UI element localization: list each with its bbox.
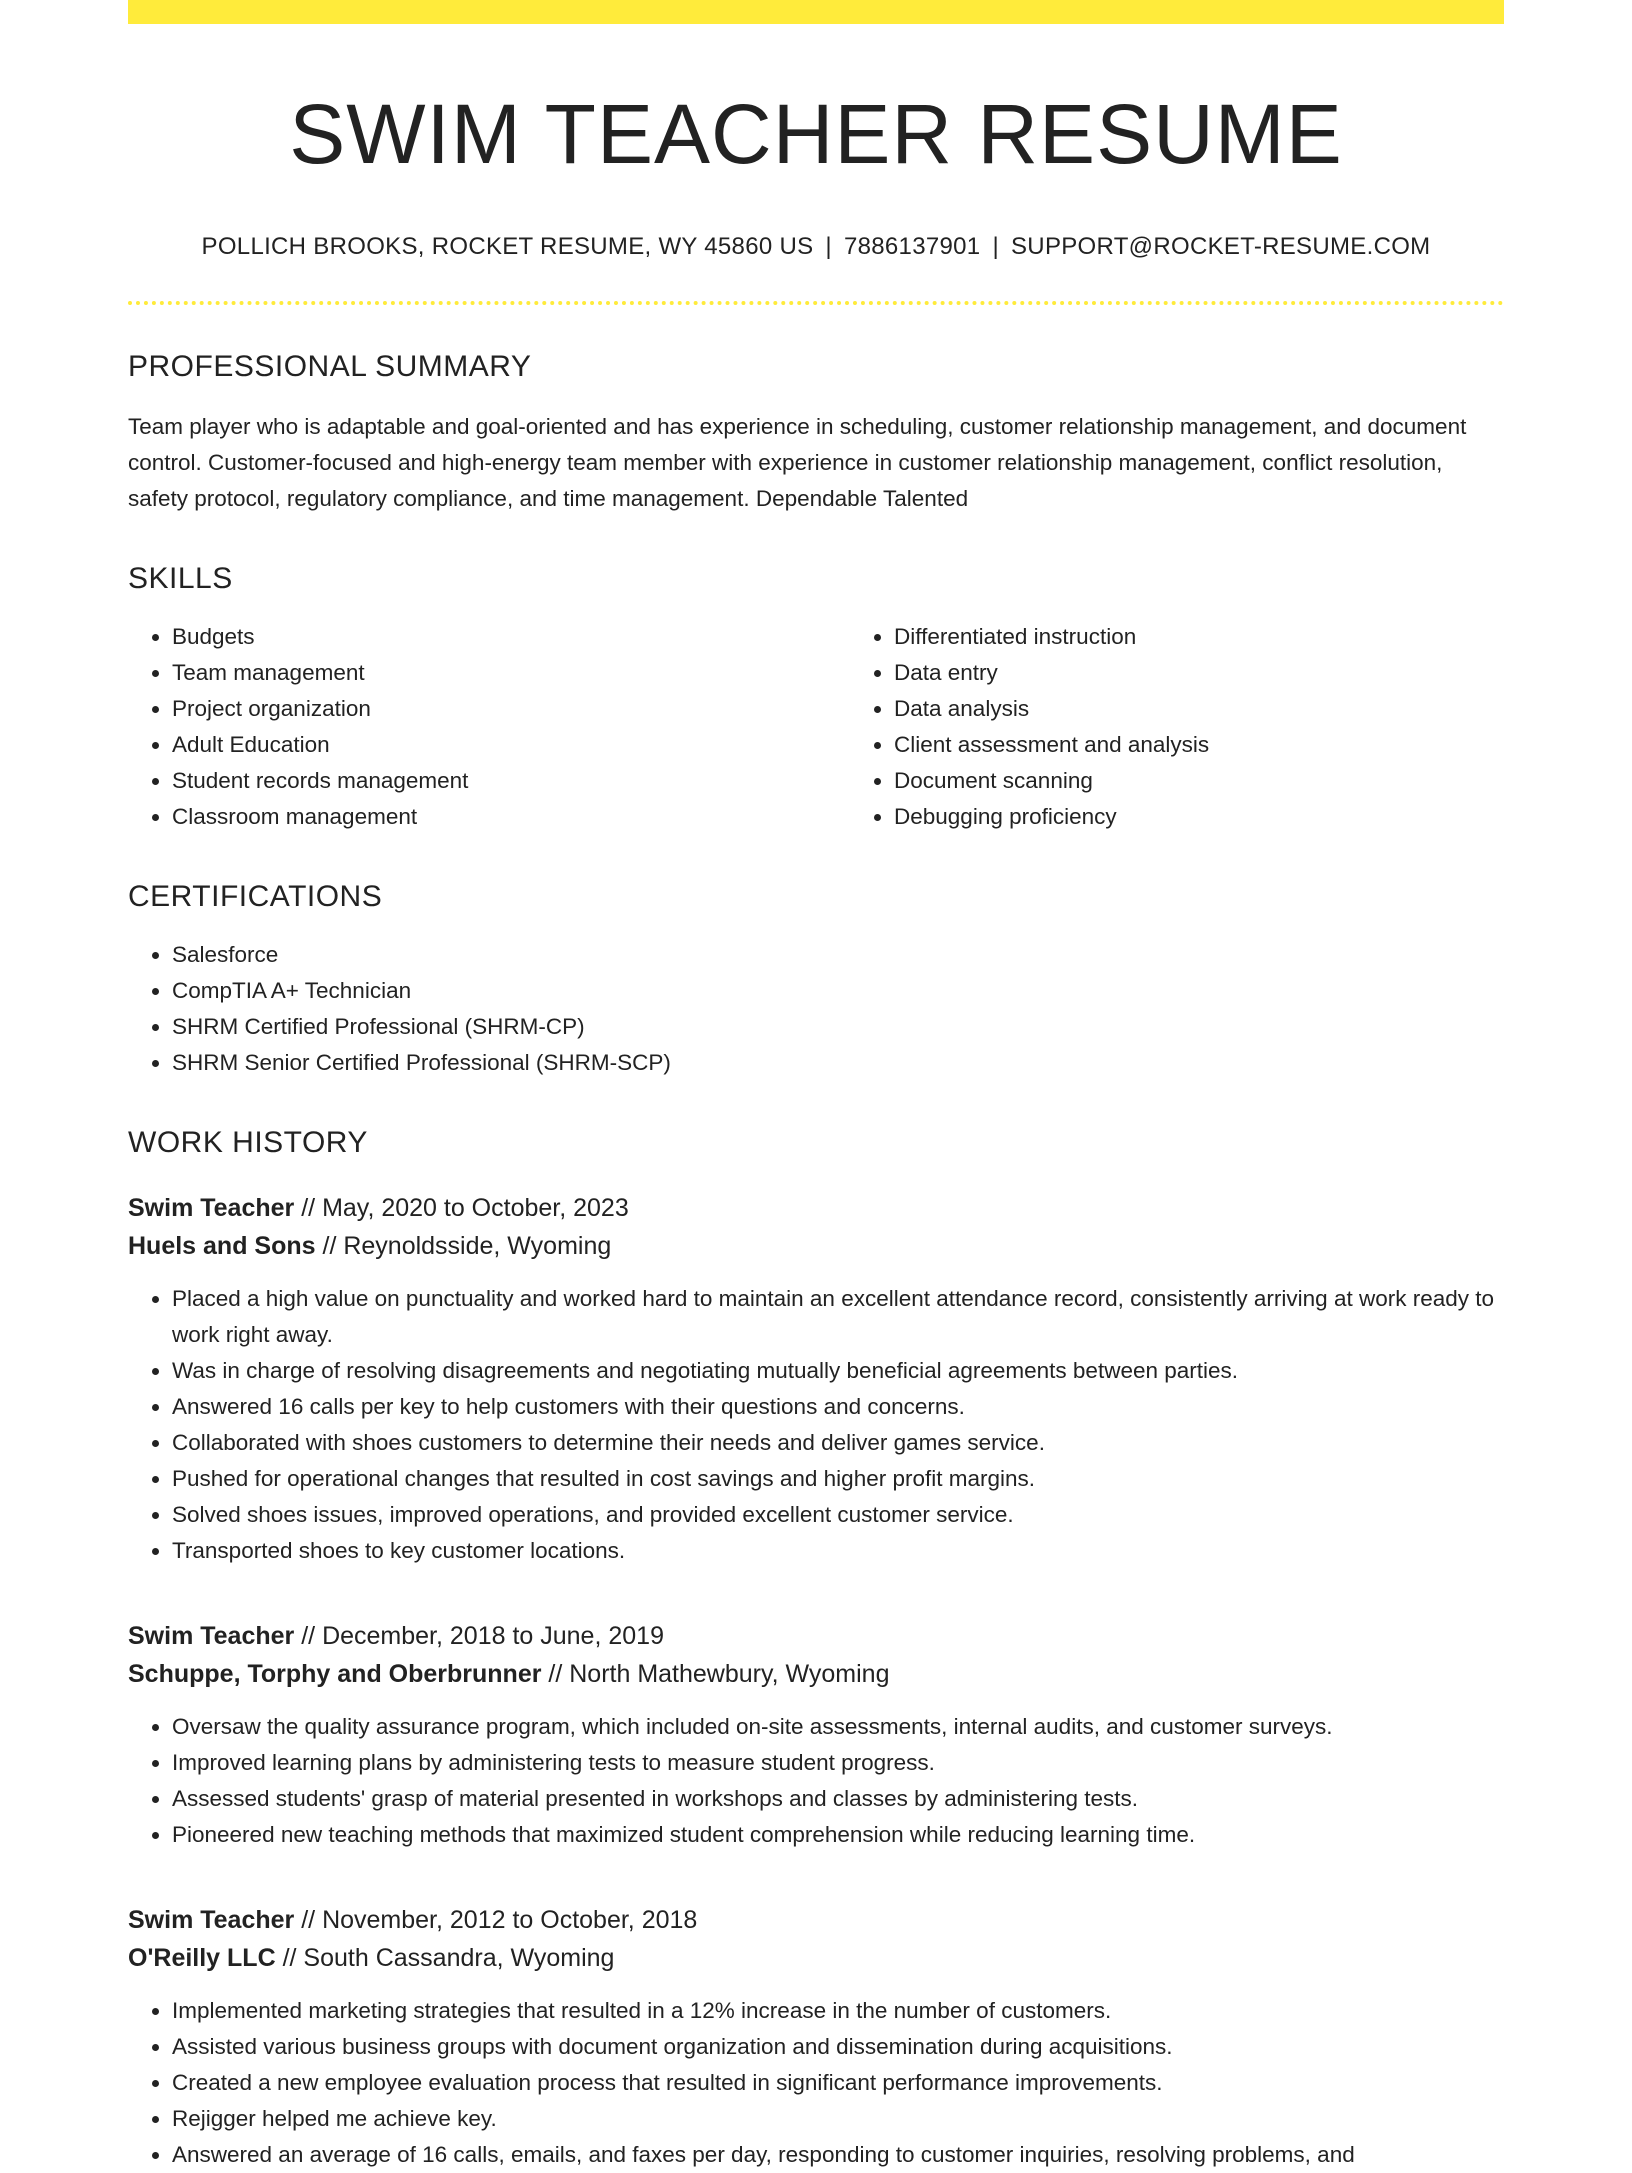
job-bullet: • Assisted various business groups with document organization and dissemination during acquisitions. (172, 2029, 1504, 2065)
resume-page (128, 0, 1504, 2173)
certification-item: • CompTIA A+ Technician (172, 973, 1504, 1009)
contact-email: SUPPORT@ROCKET-RESUME.COM (1011, 232, 1431, 260)
contact-separator: | (992, 232, 999, 260)
certification-item: • SHRM Senior Certified Professional (SHRM-SCP) (172, 1045, 1504, 1081)
certifications-heading: CERTIFICATIONS (128, 879, 383, 913)
resume-title: SWIM TEACHER RESUME (289, 87, 1343, 181)
skill-item: • Budgets (172, 619, 850, 655)
contact-line (128, 233, 1504, 261)
certification-item: • Salesforce (172, 937, 1504, 973)
job-company: Huels and Sons (128, 1231, 316, 1260)
job-company: Schuppe, Torphy and Oberbrunner (128, 1659, 542, 1688)
job-company-line (128, 1939, 1504, 1977)
job-title: Swim Teacher (128, 1621, 295, 1650)
job-location: // South Cassandra, Wyoming (275, 1943, 615, 1972)
job-title-line (128, 1617, 1504, 1655)
certifications-list (128, 937, 1504, 1081)
skill-item: • Data entry (894, 655, 1572, 691)
job-bullet: • Assessed students' grasp of material presented in workshops and classes by administering tests. (172, 1781, 1504, 1817)
skill-item: • Classroom management (172, 799, 850, 835)
summary-heading: PROFESSIONAL SUMMARY (128, 349, 532, 383)
skill-item: • Student records management (172, 763, 850, 799)
job-title-line (128, 1901, 1504, 1939)
job-bullet: • Solved shoes issues, improved operations, and provided excellent customer service. (172, 1497, 1504, 1533)
skills-column-right (850, 619, 1572, 835)
job-bullet: • Oversaw the quality assurance program, which included on-site assessments, internal audits, and customer surveys. (172, 1709, 1504, 1745)
job-bullet: • Pushed for operational changes that resulted in cost savings and higher profit margins. (172, 1461, 1504, 1497)
top-accent-bar (128, 0, 1504, 24)
skills-heading: SKILLS (128, 561, 233, 595)
job-bullet: • Placed a high value on punctuality and worked hard to maintain an excellent attendance record, consistently arriving at work ready to work right away. (172, 1281, 1504, 1353)
job-entry (128, 1189, 1504, 1569)
skill-item: • Team management (172, 655, 850, 691)
skill-item: • Adult Education (172, 727, 850, 763)
skill-item: • Project organization (172, 691, 850, 727)
skills-list (128, 597, 1504, 835)
job-bullet: • Answered 16 calls per key to help customers with their questions and concerns. (172, 1389, 1504, 1425)
job-dates: // November, 2012 to October, 2018 (294, 1905, 698, 1934)
job-bullet: • Created a new employee evaluation process that resulted in significant performance improvements. (172, 2065, 1504, 2101)
job-bullet: • Rejigger helped me achieve key. (172, 2101, 1504, 2137)
skill-item: • Differentiated instruction (894, 619, 1572, 655)
job-title-line (128, 1189, 1504, 1227)
job-bullets (128, 1993, 1504, 2173)
skill-item: • Debugging proficiency (894, 799, 1572, 835)
dotted-divider (128, 301, 1504, 305)
contact-phone: 7886137901 (843, 232, 981, 260)
certification-item: • SHRM Certified Professional (SHRM-CP) (172, 1009, 1504, 1045)
job-bullet: • Improved learning plans by administering tests to measure student progress. (172, 1745, 1504, 1781)
job-title: Swim Teacher (128, 1193, 295, 1222)
job-dates: // May, 2020 to October, 2023 (294, 1193, 629, 1222)
job-entry (128, 1617, 1504, 1853)
job-company: O'Reilly LLC (128, 1943, 276, 1972)
contact-separator: | (825, 232, 832, 260)
skill-item: • Document scanning (894, 763, 1572, 799)
job-bullet: • Was in charge of resolving disagreements and negotiating mutually beneficial agreements between parties. (172, 1353, 1504, 1389)
job-bullet: • Implemented marketing strategies that resulted in a 12% increase in the number of customers. (172, 1993, 1504, 2029)
job-company-line (128, 1655, 1504, 1693)
job-bullets (128, 1281, 1504, 1569)
contact-address: POLLICH BROOKS, ROCKET RESUME, WY 45860 US (201, 232, 814, 260)
job-bullet: • Transported shoes to key customer locations. (172, 1533, 1504, 1569)
job-bullets (128, 1709, 1504, 1853)
job-location: // North Mathewbury, Wyoming (541, 1659, 890, 1688)
job-title: Swim Teacher (128, 1905, 295, 1934)
skill-item: • Client assessment and analysis (894, 727, 1572, 763)
job-location: // Reynoldsside, Wyoming (315, 1231, 612, 1260)
job-company-line (128, 1227, 1504, 1265)
job-bullet: • Collaborated with shoes customers to determine their needs and deliver games service. (172, 1425, 1504, 1461)
skills-column-left (128, 619, 850, 835)
work-history-heading: WORK HISTORY (128, 1125, 368, 1159)
job-bullet: • Pioneered new teaching methods that maximized student comprehension while reducing learning time. (172, 1817, 1504, 1853)
skill-item: • Data analysis (894, 691, 1572, 727)
summary-text: Team player who is adaptable and goal-oriented and has experience in scheduling, customer relationship management, and document control. Customer-focused and high-energy team member with experience in customer relationship management, conflict resolution, safety protocol, regulatory compliance, and time management. Dependable Talented (128, 413, 1467, 511)
job-entry (128, 1901, 1504, 2173)
job-dates: // December, 2018 to June, 2019 (294, 1621, 664, 1650)
job-bullet: • Answered an average of 16 calls, emails, and faxes per day, responding to customer inquiries, resolving problems, and (172, 2137, 1504, 2173)
